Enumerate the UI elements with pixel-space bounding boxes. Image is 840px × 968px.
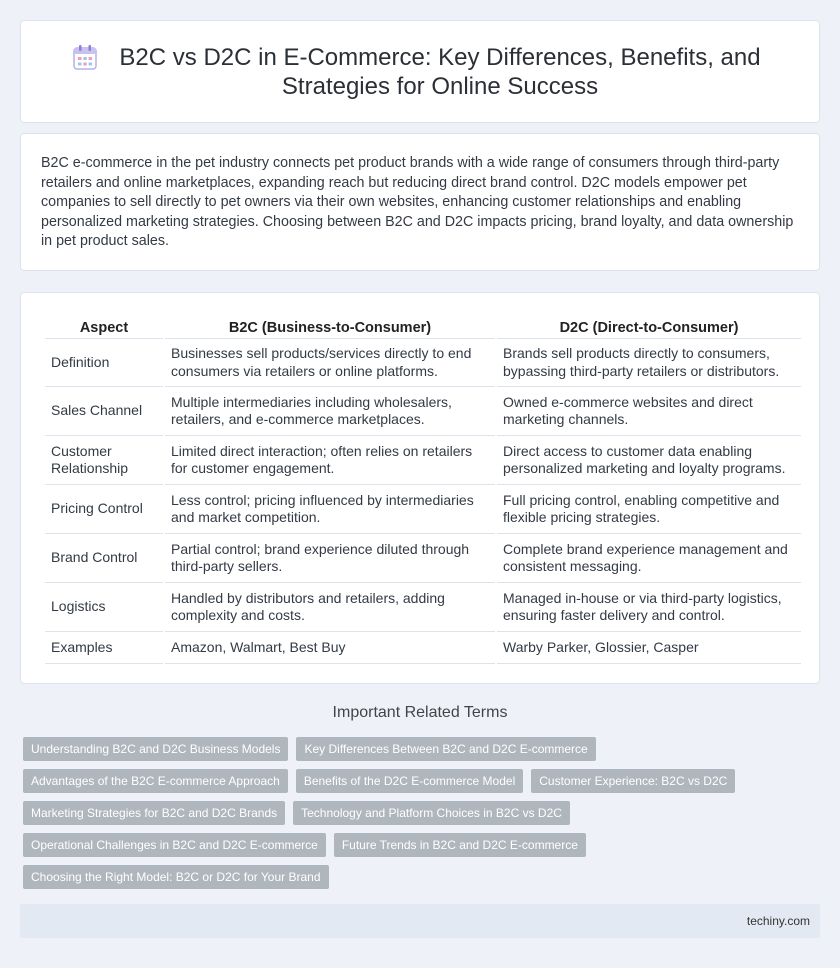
related-term-tag[interactable]: Benefits of the D2C E-commerce Model [296, 769, 523, 793]
table-row [45, 339, 801, 387]
b2c-cell: Amazon, Walmart, Best Buy [165, 632, 495, 664]
header-aspect: Aspect [45, 313, 163, 339]
table-row [45, 436, 801, 485]
b2c-cell: Limited direct interaction; often relies on retailers for customer engagement. [165, 436, 495, 485]
header-b2c: B2C (Business-to-Consumer) [165, 313, 495, 339]
aspect-cell: Brand Control [45, 534, 163, 583]
table-row [45, 632, 801, 664]
d2c-cell: Owned e-commerce websites and direct marketing channels. [497, 387, 801, 436]
related-term-tag[interactable]: Choosing the Right Model: B2C or D2C for Your Brand [23, 865, 329, 889]
aspect-cell: Pricing Control [45, 485, 163, 534]
table-row [45, 583, 801, 632]
header-d2c: D2C (Direct-to-Consumer) [497, 313, 801, 339]
table-row [45, 485, 801, 534]
aspect-cell: Examples [45, 632, 163, 664]
related-terms-list [23, 737, 813, 897]
related-term-tag[interactable]: Advantages of the B2C E-commerce Approach [23, 769, 288, 793]
d2c-cell: Complete brand experience management and consistent messaging. [497, 534, 801, 583]
d2c-cell: Direct access to customer data enabling personalized marketing and loyalty programs. [497, 436, 801, 485]
table-header-row [45, 313, 801, 339]
d2c-cell: Brands sell products directly to consumers, bypassing third-party retailers or distributors. [497, 339, 801, 387]
d2c-cell: Full pricing control, enabling competitive and flexible pricing strategies. [497, 485, 801, 534]
intro-card [20, 133, 820, 271]
calendar-grid-icon [70, 43, 100, 73]
related-term-tag[interactable]: Key Differences Between B2C and D2C E-commerce [296, 737, 595, 761]
comparison-table-card [20, 292, 820, 684]
aspect-cell: Definition [45, 339, 163, 387]
aspect-cell: Sales Channel [45, 387, 163, 436]
related-term-tag[interactable]: Operational Challenges in B2C and D2C E-commerce [23, 833, 326, 857]
aspect-cell: Logistics [45, 583, 163, 632]
related-term-tag[interactable]: Marketing Strategies for B2C and D2C Brands [23, 801, 285, 825]
table-row [45, 534, 801, 583]
b2c-cell: Less control; pricing influenced by intermediaries and market competition. [165, 485, 495, 534]
title-card [20, 20, 820, 123]
b2c-cell: Handled by distributors and retailers, adding complexity and costs. [165, 583, 495, 632]
comparison-table [43, 313, 803, 664]
d2c-cell: Managed in-house or via third-party logistics, ensuring faster delivery and control. [497, 583, 801, 632]
page-title: B2C vs D2C in E-Commerce: Key Differences, Benefits, and Strategies for Online Success [119, 43, 761, 100]
d2c-cell: Warby Parker, Glossier, Casper [497, 632, 801, 664]
b2c-cell: Businesses sell products/services directly to end consumers via retailers or online platforms. [165, 339, 495, 387]
b2c-cell: Partial control; brand experience diluted through third-party sellers. [165, 534, 495, 583]
aspect-cell: Customer Relationship [45, 436, 163, 485]
intro-paragraph: B2C e-commerce in the pet industry connects pet product brands with a wide range of consumers through third-party retailers and online marketplaces, expanding reach but reducing direct brand control. D2C models empower pet companies to sell directly to pet owners via their own websites, enhancing customer relationships and enabling personalized marketing strategies. Choosing between B2C and D2C impacts pricing, brand loyalty, and data ownership in pet product sales. [41, 155, 794, 249]
footer [20, 904, 820, 938]
related-terms-title: Important Related Terms [332, 704, 508, 721]
title-wrap [70, 43, 770, 101]
footer-site-link[interactable]: techiny.com [746, 914, 810, 928]
related-term-tag[interactable]: Future Trends in B2C and D2C E-commerce [334, 833, 586, 857]
b2c-cell: Multiple intermediaries including wholesalers, retailers, and e-commerce marketplaces. [165, 387, 495, 436]
table-row [45, 387, 801, 436]
related-term-tag[interactable]: Understanding B2C and D2C Business Models [23, 737, 288, 761]
related-term-tag[interactable]: Customer Experience: B2C vs D2C [531, 769, 735, 793]
related-term-tag[interactable]: Technology and Platform Choices in B2C vs D2C [293, 801, 570, 825]
